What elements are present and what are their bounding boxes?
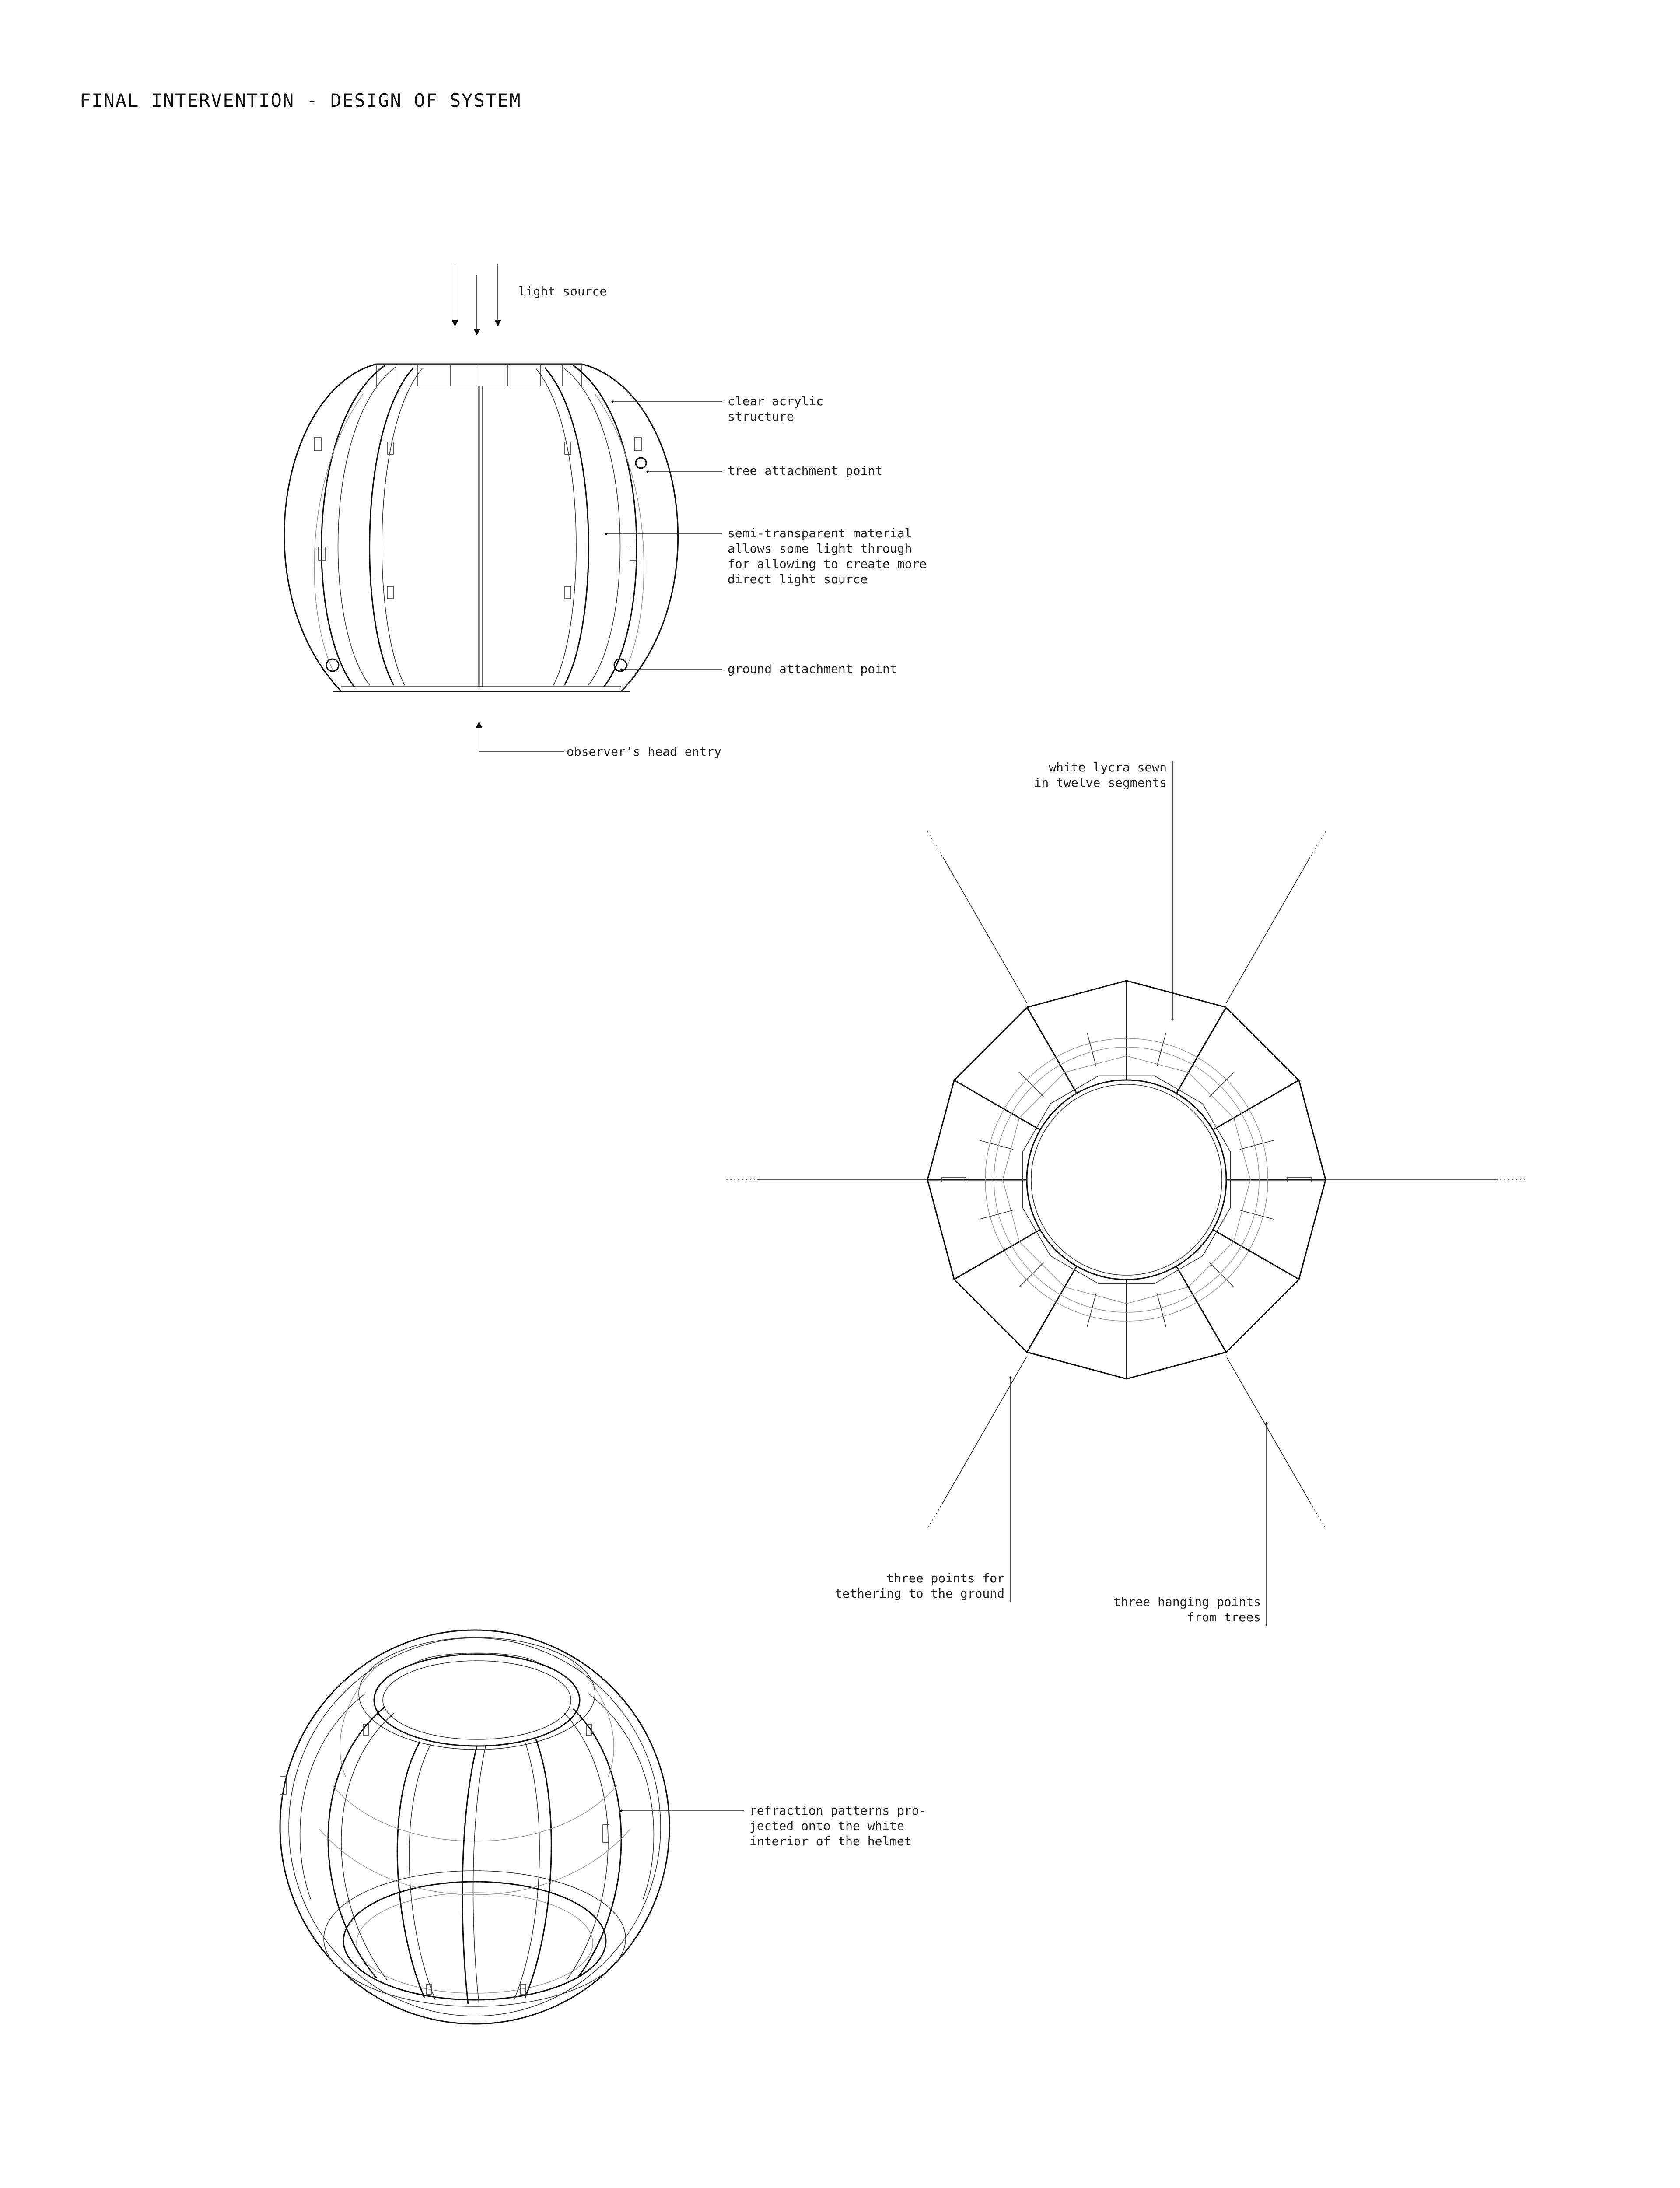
axo-ribs [300, 1653, 654, 2005]
label-refraction-3: interior of the helmet [749, 1834, 912, 1848]
plan-view [726, 760, 1527, 1626]
label-semi-1: semi-transparent material [728, 526, 912, 540]
label-tethering-2: tethering to the ground [835, 1586, 1004, 1601]
label-hanging-2: from trees [1187, 1610, 1261, 1624]
outer-silhouette-inner [289, 1638, 661, 2016]
segment-midline [1240, 1140, 1274, 1150]
label-semi-3: for allowing to create more [728, 557, 927, 571]
hang-line [1226, 857, 1310, 1003]
tree-attachment-point [636, 458, 646, 468]
label-clear-acrylic-2: structure [728, 409, 794, 424]
ribs [314, 365, 644, 687]
hang-line [943, 857, 1027, 1003]
tether-line [943, 1357, 1027, 1503]
label-lycra-1: white lycra sewn [1049, 760, 1167, 775]
hang-line-dotted [1310, 831, 1326, 857]
tether-line-dotted [928, 1503, 943, 1528]
label-tree-attachment: tree attachment point [728, 463, 883, 478]
label-tethering-1: three points for [886, 1571, 1004, 1585]
inner-ring-polygon [1022, 1076, 1230, 1283]
label-refraction-2: jected onto the white [749, 1819, 905, 1833]
label-lycra-2: in twelve segments [1034, 775, 1167, 790]
label-refraction-1: refraction patterns pro- [749, 1803, 927, 1818]
top-opening [374, 1654, 580, 1746]
elevation-view [284, 264, 927, 759]
hang-line-dotted [928, 831, 943, 857]
label-head-entry: observer’s head entry [567, 744, 722, 759]
segment-midline [1087, 1293, 1096, 1327]
plan-geometry [928, 981, 1326, 1379]
segment-midline [980, 1140, 1013, 1150]
segment-midline [980, 1210, 1013, 1219]
bottom-opening [343, 1882, 606, 2000]
tether-line-dotted [1310, 1503, 1326, 1528]
outer-silhouette [280, 1630, 669, 2024]
segment-midline [1157, 1033, 1166, 1066]
segment-midline [1157, 1293, 1166, 1327]
label-semi-2: allows some light through [728, 541, 912, 556]
bottom-inner-ring [357, 1893, 593, 1993]
inner-opening [1027, 1080, 1226, 1280]
label-hanging-1: three hanging points [1113, 1595, 1261, 1609]
outer-shell [284, 364, 678, 691]
top-rim-slats [396, 364, 562, 386]
axonometric-view [280, 1630, 927, 2024]
label-ground-attachment: ground attachment point [728, 662, 897, 676]
segment-midline [1240, 1210, 1274, 1219]
label-light-source: light source [518, 284, 607, 298]
bottom-ring [324, 1871, 626, 2006]
segment-midline [1087, 1033, 1096, 1066]
label-clear-acrylic-1: clear acrylic [728, 394, 824, 408]
rib-brackets [314, 438, 641, 599]
inner-opening-edge [1031, 1084, 1222, 1275]
label-semi-4: direct light source [728, 572, 868, 586]
head-entry-arrow [479, 722, 564, 752]
top-opening-inner [383, 1661, 571, 1739]
page-title: FINAL INTERVENTION - DESIGN OF SYSTEM [80, 90, 522, 111]
tether-line [1226, 1357, 1310, 1503]
